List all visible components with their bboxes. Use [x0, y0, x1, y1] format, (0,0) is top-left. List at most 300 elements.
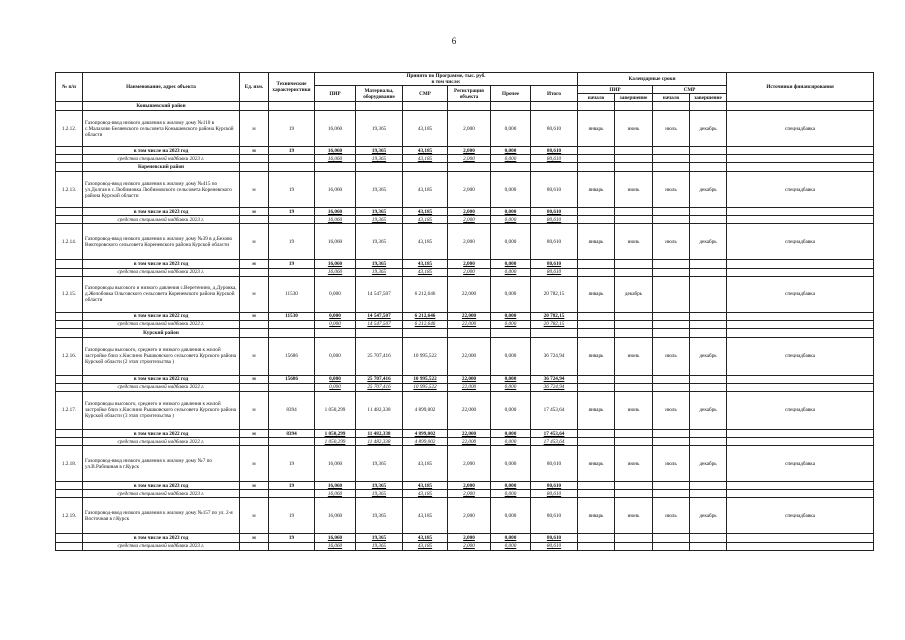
- cell-registration: 2,000: [448, 498, 491, 534]
- cell-pir: 16,060: [315, 490, 356, 498]
- cell-tech: 19: [269, 498, 315, 534]
- col-num-header: № п/п: [56, 73, 83, 102]
- object-row: [56, 111, 874, 147]
- cell-other: 0,000: [491, 172, 531, 208]
- special-fund-row: [56, 320, 874, 328]
- special-fund-row: [56, 542, 874, 550]
- cell-other: 0,000: [491, 111, 531, 147]
- cell-materials: 25 707,416: [356, 383, 403, 391]
- cell-total: 80,610: [531, 224, 578, 260]
- pir-end-header: завершение: [615, 94, 653, 102]
- cell-empty: [56, 260, 83, 268]
- cell-empty: [240, 438, 269, 446]
- cell-other: 0,000: [491, 208, 531, 216]
- cell-smr: 43,185: [403, 482, 448, 490]
- cell-registration: 22,000: [448, 320, 491, 328]
- cell-empty: [690, 216, 727, 224]
- cell-empty: [56, 429, 83, 437]
- cell-empty: [578, 147, 615, 155]
- cell-total: 80,610: [531, 208, 578, 216]
- cell-other: 0,000: [491, 276, 531, 312]
- cell-pir: 16,060: [315, 216, 356, 224]
- cell-num: 1.2.12.: [56, 111, 83, 147]
- cell-unit: м: [240, 498, 269, 534]
- cell-materials: 19,365: [356, 208, 403, 216]
- cell-smr-start: июль: [653, 172, 690, 208]
- cell-registration: 22,000: [448, 383, 491, 391]
- cell-other: 0,000: [491, 542, 531, 550]
- cell-object-name: Газопровод-ввод низкого давления к жилому дому №39 в д.Бехово Викторовского сельсовета Кореневского района Курской области: [83, 224, 240, 260]
- cell-smr: 4 899,002: [403, 438, 448, 446]
- cell-materials: 19,365: [356, 260, 403, 268]
- cell-empty: [727, 320, 874, 328]
- cell-empty: [653, 260, 690, 268]
- cell-pir-start: январь: [578, 391, 615, 429]
- special-fund-row: [56, 490, 874, 498]
- cell-pir: 16,060: [315, 498, 356, 534]
- cell-pir: 16,060: [315, 147, 356, 155]
- cell-empty: [690, 375, 727, 383]
- cell-empty: [578, 482, 615, 490]
- cell-other: 0,000: [491, 482, 531, 490]
- cell-tech: 15686: [269, 375, 315, 383]
- cell-num: 1.2.17.: [56, 391, 83, 429]
- cell-fund-label: средства специальной надбавки 2023 г.: [83, 216, 240, 224]
- cell-empty: [615, 375, 653, 383]
- cell-materials: 19,365: [356, 147, 403, 155]
- special-fund-row: [56, 268, 874, 276]
- cell-unit: м: [240, 224, 269, 260]
- cell-empty: [240, 155, 269, 163]
- year-total-row: [56, 482, 874, 490]
- including-label: в том числе:: [431, 79, 461, 85]
- special-fund-row: [56, 155, 874, 163]
- col-source-header: Источники финансирования: [727, 73, 874, 102]
- cell-smr: 43,185: [403, 155, 448, 163]
- cell-pir-start: январь: [578, 276, 615, 312]
- cell-num: 1.2.18.: [56, 446, 83, 482]
- cal-pir-header: ПИР: [578, 86, 653, 94]
- cell-fund-label: средства специальной надбавки 2022 г.: [83, 320, 240, 328]
- col-materials-header: Материалы, оборудование: [356, 86, 403, 102]
- cell-empty: [448, 163, 491, 172]
- cell-empty: [491, 102, 531, 111]
- cell-materials: 19,365: [356, 224, 403, 260]
- cell-pir: 0,000: [315, 276, 356, 312]
- accepted-label: Принято по Программе, тыс. руб.: [406, 73, 486, 79]
- cell-fund-label: средства специальной надбавки 2022 г.: [83, 383, 240, 391]
- cell-smr-end: декабрь: [690, 172, 727, 208]
- cell-empty: [240, 268, 269, 276]
- cell-object-name: Газопровод-ввод низкого давления к жилому дому №110 в с.Малахово Беляевского сельсовета Конышевского района Курской области: [83, 111, 240, 147]
- cell-smr: 43,185: [403, 172, 448, 208]
- cell-smr-start: июль: [653, 337, 690, 375]
- cell-empty: [690, 312, 727, 320]
- cell-empty: [615, 534, 653, 542]
- cell-empty: [56, 375, 83, 383]
- cell-empty: [269, 328, 315, 337]
- cell-smr: 43,185: [403, 147, 448, 155]
- cell-empty: [56, 102, 83, 111]
- cell-materials: 11 482,338: [356, 429, 403, 437]
- cell-empty: [690, 490, 727, 498]
- cell-num: 1.2.16.: [56, 337, 83, 375]
- cell-smr: 6 212,646: [403, 312, 448, 320]
- cell-empty: [578, 312, 615, 320]
- cell-empty: [653, 438, 690, 446]
- smr-start-header: начало: [653, 94, 690, 102]
- calendar-header: Календарные сроки: [578, 73, 727, 86]
- cell-empty: [269, 320, 315, 328]
- cell-pir-end: июнь: [615, 337, 653, 375]
- cell-empty: [653, 482, 690, 490]
- cell-object-name: Газопроводы высокого, среднего и низкого давления к жилой застройке близ х.Кислино Рышковского сельсовета Курского района Курской области (2 этап строительства ): [83, 337, 240, 375]
- cell-registration: 22,000: [448, 429, 491, 437]
- region-name: Курский район: [83, 328, 240, 337]
- cell-other: 0,000: [491, 391, 531, 429]
- cell-materials: 25 707,416: [356, 375, 403, 383]
- cell-empty: [531, 328, 578, 337]
- year-total-row: [56, 208, 874, 216]
- cell-total: 36 724,94: [531, 375, 578, 383]
- cell-total: 17 453,64: [531, 438, 578, 446]
- col-total-header: Итого: [531, 86, 578, 102]
- col-other-header: Прочее: [491, 86, 531, 102]
- cell-empty: [578, 155, 615, 163]
- pir-start-header: начало: [578, 94, 615, 102]
- page-number: 6: [451, 36, 457, 46]
- cell-empty: [448, 102, 491, 111]
- cell-total: 80,610: [531, 534, 578, 542]
- cell-pir-end: июнь: [615, 172, 653, 208]
- cell-empty: [56, 155, 83, 163]
- cell-materials: 14 547,507: [356, 276, 403, 312]
- cell-empty: [491, 163, 531, 172]
- cell-unit: м: [240, 276, 269, 312]
- cell-other: 0,000: [491, 429, 531, 437]
- cell-smr: 43,185: [403, 490, 448, 498]
- cell-pir: 16,060: [315, 224, 356, 260]
- cell-other: 0,000: [491, 446, 531, 482]
- cell-empty: [727, 155, 874, 163]
- cell-fund-label: средства специальной надбавки 2023 г.: [83, 155, 240, 163]
- cell-empty: [56, 216, 83, 224]
- cell-smr-end: декабрь: [690, 111, 727, 147]
- cell-pir-start: январь: [578, 111, 615, 147]
- cell-empty: [531, 102, 578, 111]
- cell-empty: [240, 542, 269, 550]
- cell-empty: [615, 429, 653, 437]
- cell-total: 20 782,15: [531, 320, 578, 328]
- cell-pir-start: январь: [578, 498, 615, 534]
- cell-registration: 2,000: [448, 260, 491, 268]
- cell-empty: [653, 216, 690, 224]
- cell-empty: [269, 155, 315, 163]
- cell-tech: 19: [269, 446, 315, 482]
- cell-empty: [240, 383, 269, 391]
- cell-empty: [615, 208, 653, 216]
- cell-empty: [727, 375, 874, 383]
- cell-total: 80,610: [531, 216, 578, 224]
- cell-empty: [615, 216, 653, 224]
- cell-empty: [240, 328, 269, 337]
- cell-smr: 43,185: [403, 216, 448, 224]
- cell-tech: 8394: [269, 391, 315, 429]
- cell-total: 80,610: [531, 111, 578, 147]
- cell-empty: [615, 155, 653, 163]
- cell-pir: 1 050,299: [315, 429, 356, 437]
- cell-empty: [269, 216, 315, 224]
- cell-pir: 16,060: [315, 482, 356, 490]
- cell-empty: [690, 147, 727, 155]
- cell-unit: м: [240, 446, 269, 482]
- cell-pir: 1 050,299: [315, 438, 356, 446]
- cell-object-name: Газопровод-ввод низкого давления к жилому дому №7 по ул.В.Рабишная в г.Курск: [83, 446, 240, 482]
- cell-pir: 0,000: [315, 337, 356, 375]
- cell-empty: [56, 268, 83, 276]
- cell-other: 0,000: [491, 268, 531, 276]
- cell-year-label: в том числе на 2022 год: [83, 312, 240, 320]
- cell-empty: [56, 163, 83, 172]
- year-total-row: [56, 312, 874, 320]
- cell-tech: 19: [269, 534, 315, 542]
- cell-total: 20 782,15: [531, 312, 578, 320]
- cell-empty: [240, 102, 269, 111]
- cell-total: 17 453,64: [531, 391, 578, 429]
- cell-empty: [690, 260, 727, 268]
- cell-empty: [403, 102, 448, 111]
- cell-unit: м: [240, 534, 269, 542]
- cell-empty: [690, 208, 727, 216]
- cell-pir: 16,060: [315, 534, 356, 542]
- cell-smr: 4 899,002: [403, 391, 448, 429]
- cell-total: 80,610: [531, 172, 578, 208]
- cell-smr: 43,185: [403, 208, 448, 216]
- cell-empty: [653, 328, 690, 337]
- cell-other: 0,000: [491, 320, 531, 328]
- cell-pir: 16,060: [315, 268, 356, 276]
- cell-empty: [315, 328, 356, 337]
- cell-empty: [315, 163, 356, 172]
- cell-empty: [727, 490, 874, 498]
- accepted-header: [315, 73, 578, 86]
- cell-total: 36 724,94: [531, 337, 578, 375]
- cell-other: 0,000: [491, 312, 531, 320]
- cell-empty: [690, 429, 727, 437]
- cell-empty: [615, 260, 653, 268]
- cell-materials: 19,365: [356, 482, 403, 490]
- cell-object-name: Газопровод-ввод низкого давления к жилому дому №415 по ул.Долгая в с.Любимовка Любимовского сельсовета Кореневского района Курской области: [83, 172, 240, 208]
- cell-total: 80,610: [531, 260, 578, 268]
- cell-registration: 2,000: [448, 216, 491, 224]
- cell-empty: [653, 208, 690, 216]
- cell-other: 0,000: [491, 155, 531, 163]
- cell-pir: 16,060: [315, 208, 356, 216]
- cell-materials: 25 707,416: [356, 337, 403, 375]
- cell-empty: [403, 163, 448, 172]
- cell-empty: [578, 320, 615, 328]
- object-row: [56, 276, 874, 312]
- cell-pir: 1 050,299: [315, 391, 356, 429]
- cell-smr-start: [653, 276, 690, 312]
- cell-smr-end: декабрь: [690, 446, 727, 482]
- cell-empty: [690, 163, 727, 172]
- cell-total: 80,610: [531, 446, 578, 482]
- cell-tech: 19: [269, 111, 315, 147]
- cell-pir-end: июнь: [615, 391, 653, 429]
- cell-total: 17 453,64: [531, 429, 578, 437]
- cell-fund-label: средства специальной надбавки 2023 г.: [83, 542, 240, 550]
- cell-total: 80,610: [531, 147, 578, 155]
- cell-pir: 0,000: [315, 320, 356, 328]
- year-total-row: [56, 260, 874, 268]
- cell-smr: 10 995,522: [403, 375, 448, 383]
- cell-smr: 10 995,522: [403, 383, 448, 391]
- cell-tech: 11530: [269, 276, 315, 312]
- cell-empty: [690, 155, 727, 163]
- cell-materials: 19,365: [356, 155, 403, 163]
- cell-tech: 11530: [269, 312, 315, 320]
- cell-empty: [491, 328, 531, 337]
- table-header: [56, 73, 874, 102]
- cell-registration: 2,000: [448, 490, 491, 498]
- cell-object-name: Газопроводы высокого, среднего и низкого давления к жилой застройке близ х.Кислино Рышковского сельсовета Курского района Курской области (3 этап строительства ): [83, 391, 240, 429]
- cell-empty: [653, 429, 690, 437]
- cell-total: 80,610: [531, 490, 578, 498]
- cell-empty: [56, 208, 83, 216]
- cell-empty: [56, 490, 83, 498]
- cell-empty: [615, 268, 653, 276]
- cell-empty: [269, 542, 315, 550]
- cell-pir-end: июнь: [615, 446, 653, 482]
- cell-other: 0,000: [491, 438, 531, 446]
- cell-empty: [578, 542, 615, 550]
- cell-other: 0,000: [491, 216, 531, 224]
- cell-smr-end: [690, 276, 727, 312]
- cell-num: 1.2.13.: [56, 172, 83, 208]
- cell-registration: 2,000: [448, 155, 491, 163]
- cell-empty: [615, 328, 653, 337]
- cell-smr: 43,185: [403, 446, 448, 482]
- cell-empty: [615, 383, 653, 391]
- cell-empty: [653, 147, 690, 155]
- cell-empty: [727, 542, 874, 550]
- cell-total: 80,610: [531, 542, 578, 550]
- cell-unit: м: [240, 312, 269, 320]
- cell-unit: м: [240, 429, 269, 437]
- cell-materials: 19,365: [356, 446, 403, 482]
- cell-pir: 0,000: [315, 375, 356, 383]
- cell-source: спецнадбавка: [727, 498, 874, 534]
- region-name: Кореневский район: [83, 163, 240, 172]
- cell-unit: м: [240, 111, 269, 147]
- cell-empty: [578, 375, 615, 383]
- cell-total: 80,610: [531, 482, 578, 490]
- cell-total: 80,610: [531, 268, 578, 276]
- cell-empty: [653, 375, 690, 383]
- object-row: [56, 446, 874, 482]
- cell-empty: [56, 542, 83, 550]
- cell-pir: 0,000: [315, 383, 356, 391]
- cell-empty: [615, 102, 653, 111]
- cell-registration: 2,000: [448, 172, 491, 208]
- cell-empty: [56, 534, 83, 542]
- cell-source: спецнадбавка: [727, 224, 874, 260]
- cell-smr-end: декабрь: [690, 337, 727, 375]
- cell-empty: [653, 534, 690, 542]
- object-row: [56, 224, 874, 260]
- cell-empty: [727, 482, 874, 490]
- region-row: [56, 163, 874, 172]
- cell-pir-start: январь: [578, 224, 615, 260]
- cell-tech: 8394: [269, 429, 315, 437]
- cell-empty: [653, 268, 690, 276]
- cell-smr: 43,185: [403, 542, 448, 550]
- cell-other: 0,000: [491, 498, 531, 534]
- cell-empty: [653, 542, 690, 550]
- cell-source: спецнадбавка: [727, 276, 874, 312]
- cell-tech: 19: [269, 260, 315, 268]
- cell-other: 0,000: [491, 224, 531, 260]
- cell-empty: [615, 490, 653, 498]
- cell-empty: [56, 320, 83, 328]
- cell-smr-end: декабрь: [690, 224, 727, 260]
- cell-pir: 16,060: [315, 542, 356, 550]
- cell-other: 0,000: [491, 260, 531, 268]
- special-fund-row: [56, 383, 874, 391]
- col-name-header: Наименование, адрес объекта: [83, 73, 240, 102]
- cell-empty: [690, 268, 727, 276]
- cell-empty: [690, 482, 727, 490]
- table-body: [56, 102, 874, 551]
- cell-smr-start: июль: [653, 391, 690, 429]
- cell-empty: [690, 320, 727, 328]
- cell-other: 0,000: [491, 490, 531, 498]
- cell-empty: [653, 163, 690, 172]
- cell-empty: [690, 328, 727, 337]
- cell-materials: 19,365: [356, 542, 403, 550]
- cell-registration: 2,000: [448, 542, 491, 550]
- cell-source: спецнадбавка: [727, 111, 874, 147]
- cell-year-label: в том числе на 2023 год: [83, 208, 240, 216]
- cell-empty: [615, 163, 653, 172]
- cell-fund-label: средства специальной надбавки 2023 г.: [83, 490, 240, 498]
- cell-tech: 19: [269, 147, 315, 155]
- cell-empty: [315, 102, 356, 111]
- year-total-row: [56, 429, 874, 437]
- cell-empty: [403, 328, 448, 337]
- cell-registration: 22,000: [448, 276, 491, 312]
- cell-pir-end: июнь: [615, 111, 653, 147]
- cell-unit: м: [240, 208, 269, 216]
- cell-pir-start: январь: [578, 446, 615, 482]
- cell-empty: [578, 490, 615, 498]
- cell-empty: [578, 268, 615, 276]
- cell-smr: 6 212,646: [403, 276, 448, 312]
- cell-empty: [356, 163, 403, 172]
- cell-pir-start: январь: [578, 337, 615, 375]
- cell-pir-end: июнь: [615, 498, 653, 534]
- cell-empty: [727, 268, 874, 276]
- cell-tech: 19: [269, 208, 315, 216]
- cell-pir: 16,060: [315, 155, 356, 163]
- cell-empty: [653, 102, 690, 111]
- cell-empty: [615, 320, 653, 328]
- cell-registration: 2,000: [448, 482, 491, 490]
- cell-empty: [269, 490, 315, 498]
- cell-empty: [690, 438, 727, 446]
- cell-materials: 14 547,507: [356, 320, 403, 328]
